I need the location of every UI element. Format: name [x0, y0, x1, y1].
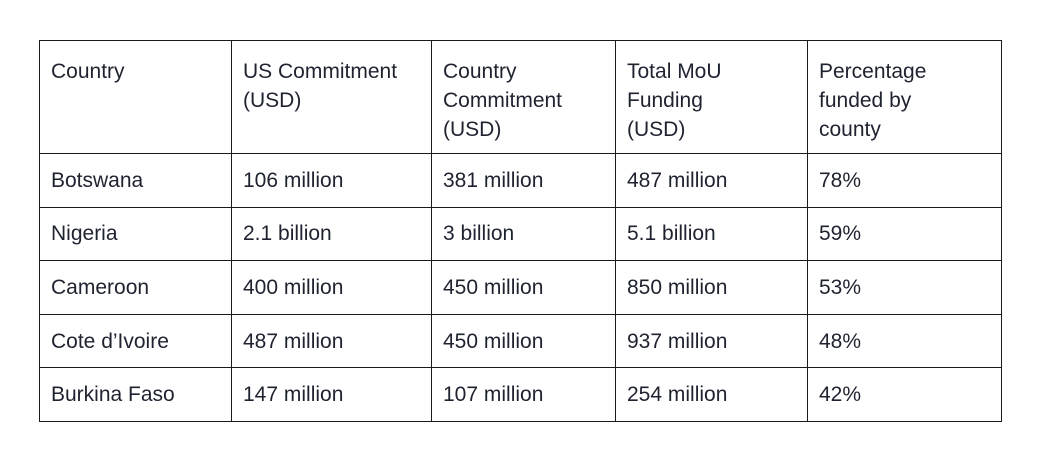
cell-country: Cote d’Ivoire: [40, 314, 232, 368]
cell-total-funding: 487 million: [616, 154, 808, 208]
table-row: [40, 261, 1002, 315]
header-country: Country: [40, 41, 232, 154]
cell-percentage: 78%: [808, 154, 1002, 208]
table-row: [40, 368, 1002, 422]
header-percentage-funded: Percentage funded by county: [808, 41, 1002, 154]
cell-percentage: 53%: [808, 261, 1002, 315]
cell-us-commitment: 106 million: [232, 154, 432, 208]
cell-us-commitment: 487 million: [232, 314, 432, 368]
cell-country: Botswana: [40, 154, 232, 208]
table-row: [40, 154, 1002, 208]
cell-us-commitment: 400 million: [232, 261, 432, 315]
funding-table-container: [39, 40, 1002, 422]
cell-country-commitment: 450 million: [432, 314, 616, 368]
header-row: [40, 41, 1002, 154]
cell-us-commitment: 2.1 billion: [232, 207, 432, 261]
table-body: [40, 154, 1002, 422]
funding-table: [39, 40, 1002, 422]
cell-country-commitment: 107 million: [432, 368, 616, 422]
cell-percentage: 42%: [808, 368, 1002, 422]
cell-total-funding: 5.1 billion: [616, 207, 808, 261]
cell-country: Nigeria: [40, 207, 232, 261]
cell-percentage: 48%: [808, 314, 1002, 368]
header-country-commitment: Country Commitment (USD): [432, 41, 616, 154]
table-header: [40, 41, 1002, 154]
cell-percentage: 59%: [808, 207, 1002, 261]
cell-country-commitment: 381 million: [432, 154, 616, 208]
cell-total-funding: 850 million: [616, 261, 808, 315]
cell-country: Burkina Faso: [40, 368, 232, 422]
cell-country-commitment: 3 billion: [432, 207, 616, 261]
header-total-mou-funding: Total MoU Funding (USD): [616, 41, 808, 154]
cell-total-funding: 937 million: [616, 314, 808, 368]
table-row: [40, 207, 1002, 261]
cell-country-commitment: 450 million: [432, 261, 616, 315]
cell-us-commitment: 147 million: [232, 368, 432, 422]
table-row: [40, 314, 1002, 368]
cell-country: Cameroon: [40, 261, 232, 315]
header-us-commitment: US Commitment (USD): [232, 41, 432, 154]
cell-total-funding: 254 million: [616, 368, 808, 422]
